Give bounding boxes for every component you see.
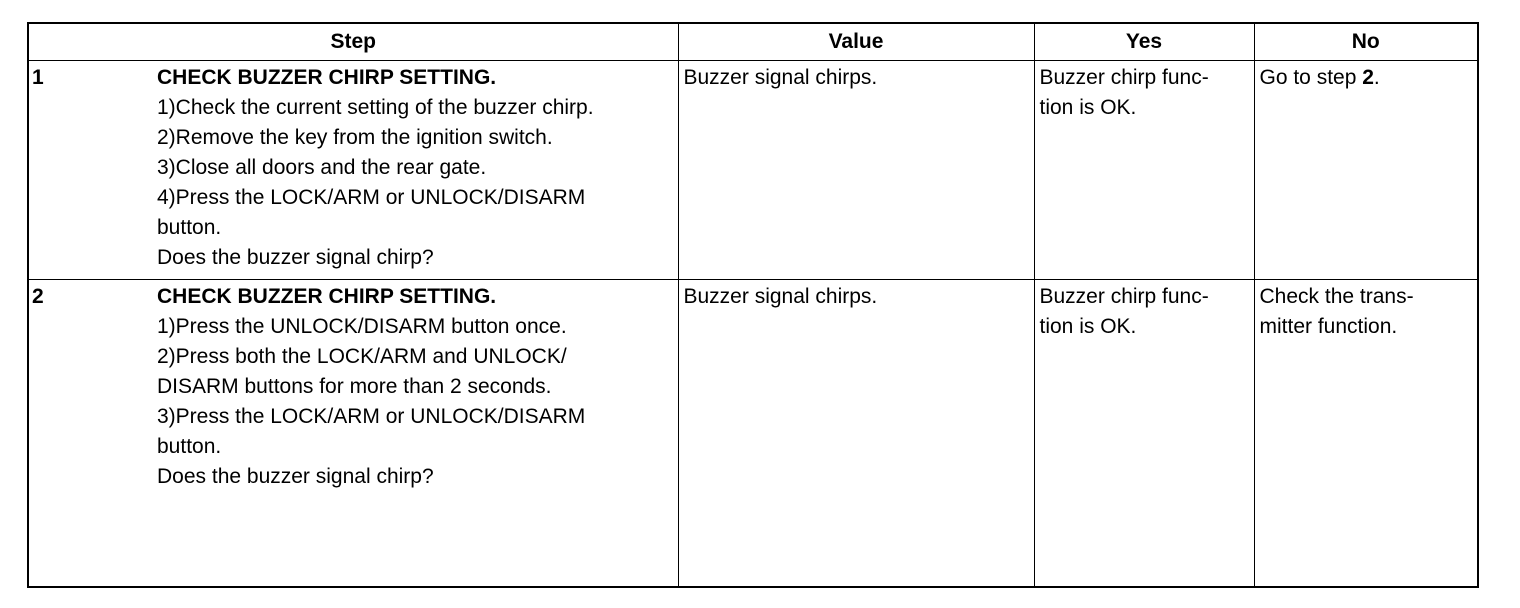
step-body [157, 61, 678, 273]
yes-line: tion is OK. [1039, 315, 1137, 338]
step-cell [28, 280, 678, 588]
no-text [1255, 61, 1478, 93]
yes-text [1035, 280, 1254, 342]
yes-text [1035, 61, 1254, 123]
no-line: Check the trans- [1259, 285, 1414, 308]
value-text: Buzzer signal chirps. [683, 66, 878, 89]
step-instruction: 2)Press both the LOCK/ARM and UNLOCK/ [157, 345, 567, 368]
value-text: Buzzer signal chirps. [683, 285, 878, 308]
no-cell [1254, 280, 1478, 588]
value-cell [678, 61, 1034, 280]
no-cell [1254, 61, 1478, 280]
table-row [28, 61, 1478, 280]
step-instruction: button. [157, 435, 222, 458]
step-cell [28, 61, 678, 280]
header-row [28, 23, 1478, 61]
step-title: CHECK BUZZER CHIRP SETTING. [157, 66, 497, 89]
step-title: CHECK BUZZER CHIRP SETTING. [157, 285, 497, 308]
step-number: 2 [32, 285, 44, 308]
no-text [1255, 280, 1478, 342]
step-body [157, 280, 678, 492]
step-instruction: DISARM buttons for more than 2 seconds. [157, 375, 552, 398]
value-cell [678, 280, 1034, 588]
step-question: Does the buzzer signal chirp? [157, 465, 434, 488]
step-instruction: 1)Press the UNLOCK/DISARM button once. [157, 315, 567, 338]
header-yes: Yes [1034, 23, 1254, 61]
step-instruction: button. [157, 216, 222, 239]
yes-line: Buzzer chirp func- [1039, 285, 1209, 308]
no-line: mitter function. [1259, 315, 1398, 338]
step-instruction: 3)Close all doors and the rear gate. [157, 156, 487, 179]
step-question: Does the buzzer signal chirp? [157, 246, 434, 269]
table-row [28, 280, 1478, 588]
step-instruction: 4)Press the LOCK/ARM or UNLOCK/DISARM [157, 186, 586, 209]
step-instruction: 3)Press the LOCK/ARM or UNLOCK/DISARM [157, 405, 586, 428]
yes-line: tion is OK. [1039, 96, 1137, 119]
yes-cell [1034, 61, 1254, 280]
no-step-ref: 2 [1362, 66, 1374, 89]
diagnostic-table [27, 22, 1479, 588]
yes-cell [1034, 280, 1254, 588]
step-instruction: 1)Check the current setting of the buzzer chirp. [157, 96, 594, 119]
header-no: No [1254, 23, 1478, 61]
header-value: Value [678, 23, 1034, 61]
no-prefix: Go to step [1259, 66, 1363, 89]
header-step: Step [28, 23, 678, 61]
step-number: 1 [32, 66, 44, 89]
yes-line: Buzzer chirp func- [1039, 66, 1209, 89]
step-instruction: 2)Remove the key from the ignition switch. [157, 126, 553, 149]
no-suffix: . [1373, 66, 1380, 89]
